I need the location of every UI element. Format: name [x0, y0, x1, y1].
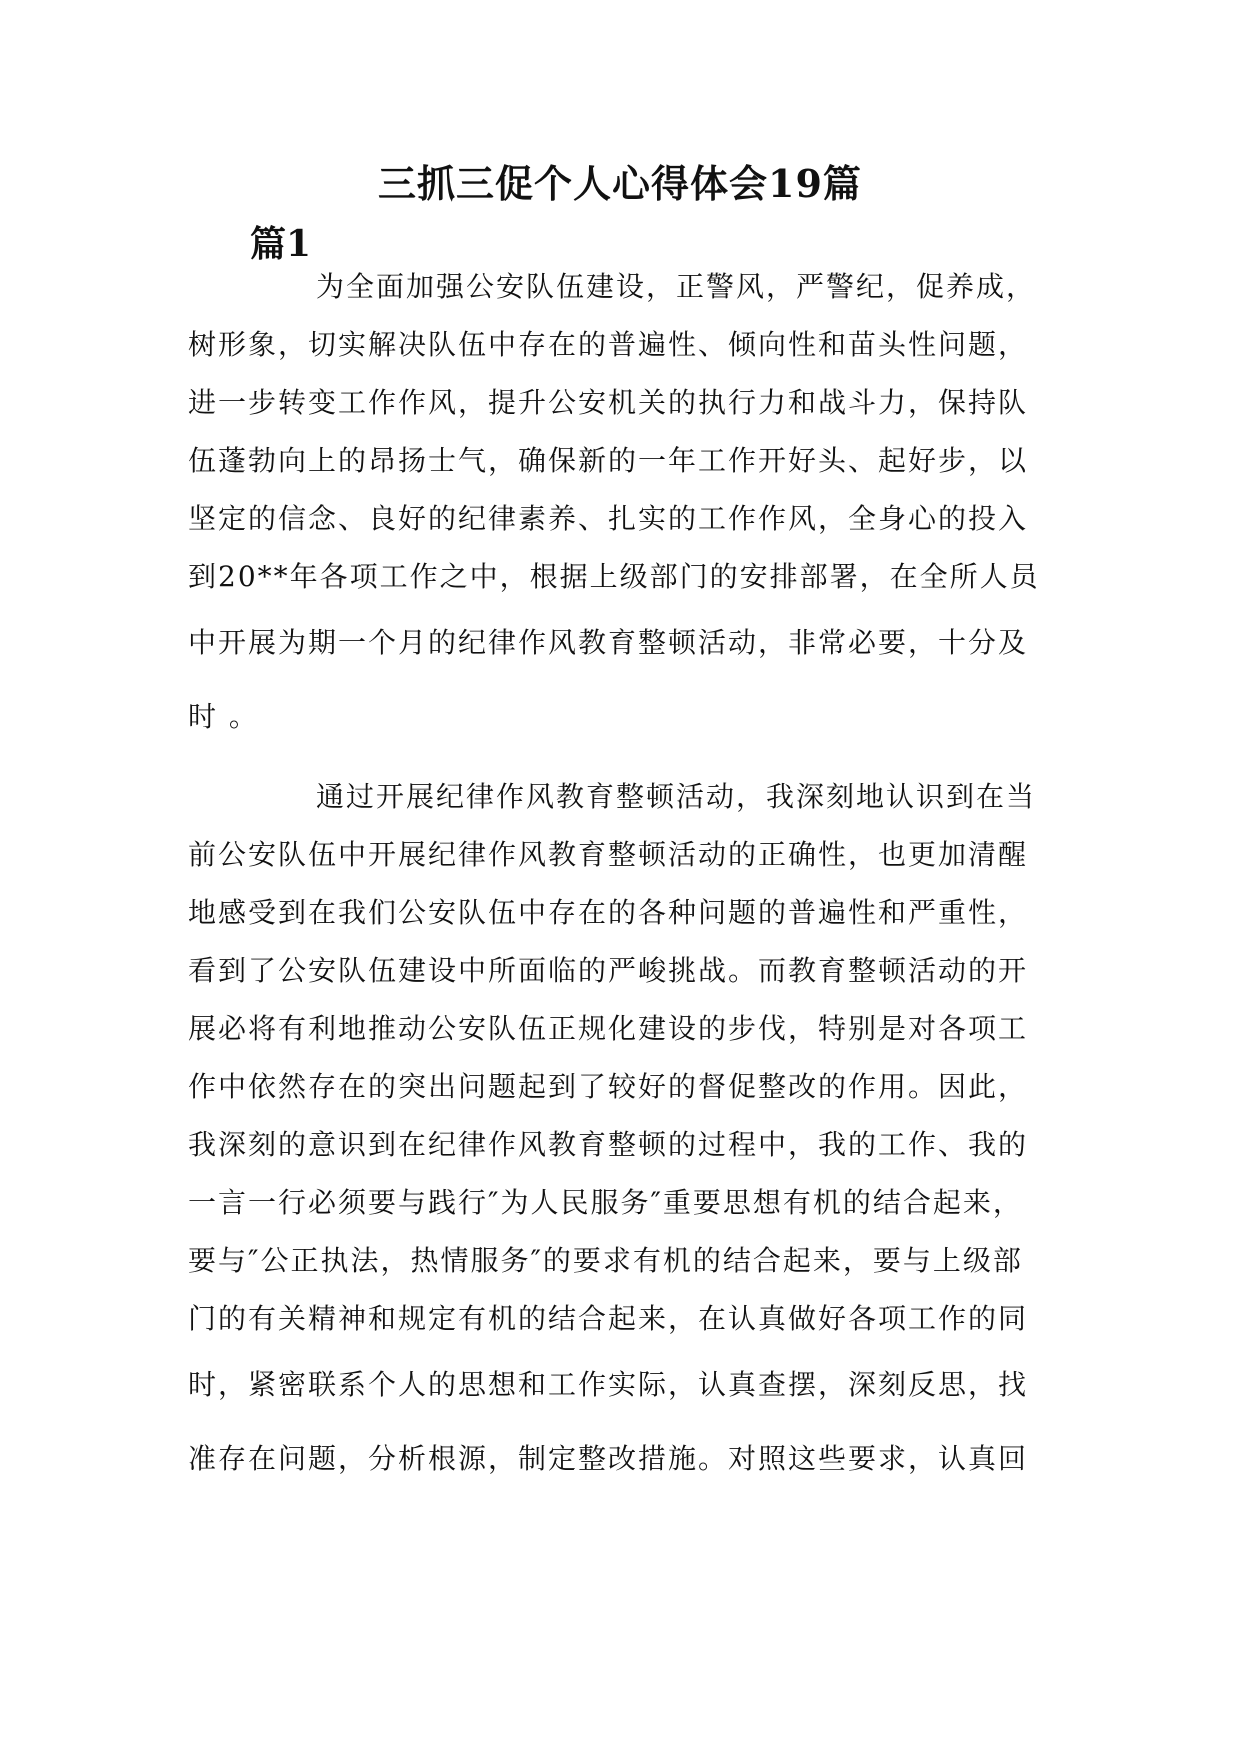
- section-heading: 篇1: [250, 223, 312, 265]
- text-line: 准存在问题，分析根源，制定整改措施。对照这些要求，认真回: [188, 1442, 1029, 1475]
- text-line: 展必将有利地推动公安队伍正规化建设的步伐，特别是对各项工: [188, 1012, 1029, 1045]
- text-line: 前公安队伍中开展纪律作风教育整顿活动的正确性，也更加清醒: [188, 838, 1029, 871]
- text-line: 我深刻的意识到在纪律作风教育整顿的过程中，我的工作、我的: [188, 1128, 1029, 1161]
- text-line: 时 。: [188, 700, 259, 733]
- text-line: 坚定的信念、良好的纪律素养、扎实的工作作风，全身心的投入: [188, 502, 1029, 535]
- text-line: 地感受到在我们公安队伍中存在的各种问题的普遍性和严重性，: [188, 896, 1029, 929]
- text-line: 伍蓬勃向上的昂扬士气，确保新的一年工作开好头、起好步，以: [188, 444, 1029, 477]
- text-line: 门的有关精神和规定有机的结合起来，在认真做好各项工作的同: [188, 1302, 1029, 1335]
- text-line: 看到了公安队伍建设中所面临的严峻挑战。而教育整顿活动的开: [188, 954, 1029, 987]
- text-line: 要与″公正执法，热情服务″的要求有机的结合起来，要与上级部: [188, 1244, 1023, 1277]
- text-line: 作中依然存在的突出问题起到了较好的督促整改的作用。因此，: [188, 1070, 1029, 1103]
- text-line: 一言一行必须要与践行″为人民服务″重要思想有机的结合起来，: [188, 1186, 1023, 1219]
- paragraph-1: [188, 258, 1054, 754]
- text-line: 为全面加强公安队伍建设，正警风，严警纪，促养成，: [316, 270, 1037, 303]
- text-line: 时，紧密联系个人的思想和工作实际，认真查摆，深刻反思，找: [188, 1368, 1029, 1401]
- text-line: 树形象，切实解决队伍中存在的普遍性、倾向性和苗头性问题，: [188, 328, 1029, 361]
- paragraph-2: [188, 768, 1054, 1496]
- text-line: 通过开展纪律作风教育整顿活动，我深刻地认识到在当: [316, 780, 1037, 813]
- text-line: 中开展为期一个月的纪律作风教育整顿活动，非常必要，十分及: [188, 626, 1029, 659]
- text-line: 进一步转变工作作风，提升公安机关的执行力和战斗力，保持队: [188, 386, 1029, 419]
- text-line: 到20**年各项工作之中，根据上级部门的安排部署，在全所人员: [188, 560, 1040, 593]
- document-title: 三抓三促个人心得体会19篇: [378, 161, 862, 206]
